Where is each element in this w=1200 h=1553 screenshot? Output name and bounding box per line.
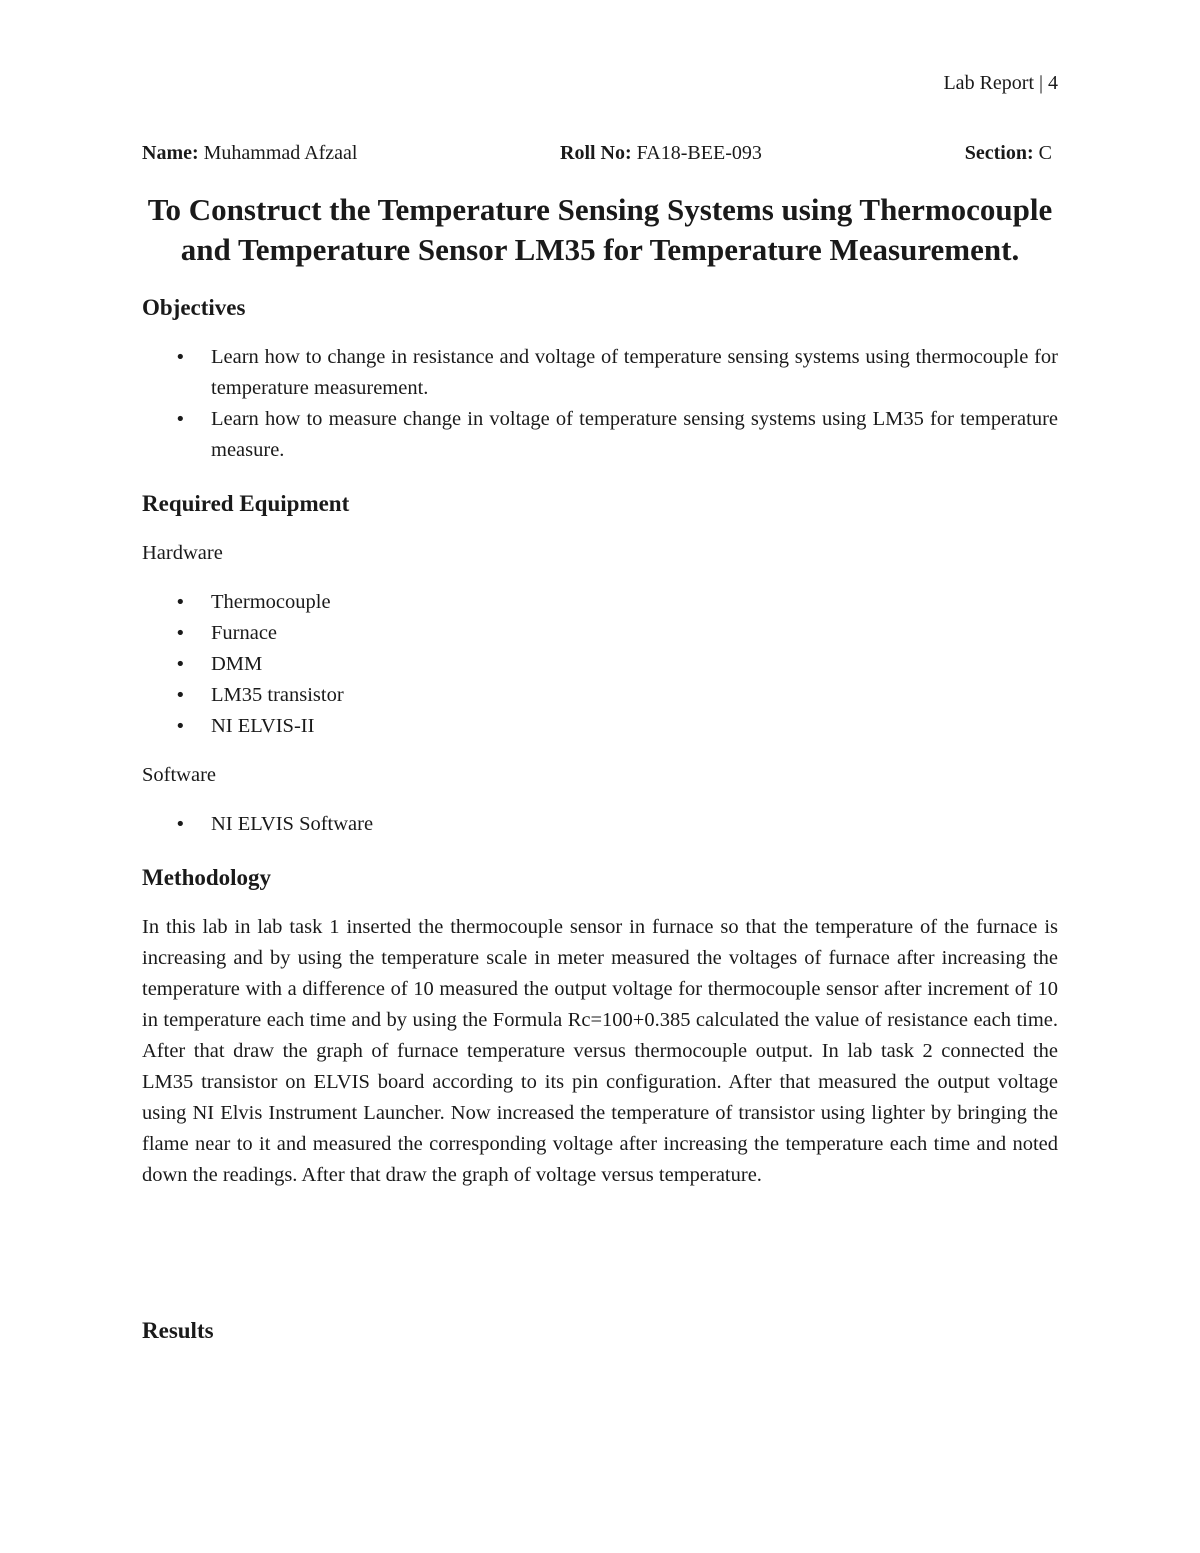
section-field <box>965 142 1052 165</box>
equipment-heading: Required Equipment <box>142 491 350 516</box>
hardware-item: • Furnace <box>211 618 1058 649</box>
hardware-item: • Thermocouple <box>211 587 1058 618</box>
student-info-row <box>142 142 1058 168</box>
title-line-1: To Construct the Temperature Sensing Systems using Thermocouple <box>147 192 1053 227</box>
name-field <box>142 142 357 165</box>
methodology-paragraph: In this lab in lab task 1 inserted the thermocouple sensor in furnace so that the temperature of the furnace is increasing and by using the temperature scale in meter measured the voltages of furnace after increasing the temperature with a difference of 10 measured the output voltage for thermocouple sensor after increment of 10 in temperature each time and by using the Formula Rc=100+0.385 calculated the value of resistance each time. After that draw the graph of furnace temperature versus thermocouple output. In lab task 2 connected the LM35 transistor on ELVIS board according to its pin configuration. After that measured the output voltage using NI Elvis Instrument Launcher. Now increased the temperature of transistor using lighter by bringing the flame near to it and measured the corresponding voltage after increasing the temperature each time and noted down the readings. After that draw the graph of voltage versus temperature. <box>142 916 1058 1186</box>
document-body <box>142 290 1058 1349</box>
document-title <box>120 190 1080 270</box>
roll-value: FA18-BEE-093 <box>636 142 762 164</box>
objective-item: • Learn how to measure change in voltage of temperature sensing systems using LM35 for temperature measure. <box>211 404 1058 466</box>
page-header: Lab Report | 4 <box>943 72 1058 94</box>
hardware-list <box>142 587 1058 742</box>
hardware-item: • NI ELVIS-II <box>211 711 1058 742</box>
section-label: Section: <box>964 142 1034 164</box>
objective-item: • Learn how to change in resistance and voltage of temperature sensing systems using thermocouple for temperature measurement. <box>211 342 1058 404</box>
objectives-heading: Objectives <box>142 295 246 320</box>
methodology-heading: Methodology <box>142 865 272 890</box>
software-list <box>142 809 1058 840</box>
name-value: Muhammad Afzaal <box>203 142 358 164</box>
section-value: C <box>1038 142 1052 164</box>
hardware-item: • LM35 transistor <box>211 680 1058 711</box>
roll-field <box>560 142 762 165</box>
name-label: Name: <box>142 142 199 164</box>
hardware-item: • DMM <box>211 649 1058 680</box>
software-item: • NI ELVIS Software <box>211 809 1058 840</box>
hardware-label: Hardware <box>142 542 223 564</box>
objectives-list <box>142 342 1058 466</box>
title-line-2: and Temperature Sensor LM35 for Temperature Measurement. <box>180 232 1020 267</box>
software-label: Software <box>142 764 217 786</box>
results-heading: Results <box>142 1318 214 1343</box>
roll-label: Roll No: <box>560 142 632 164</box>
